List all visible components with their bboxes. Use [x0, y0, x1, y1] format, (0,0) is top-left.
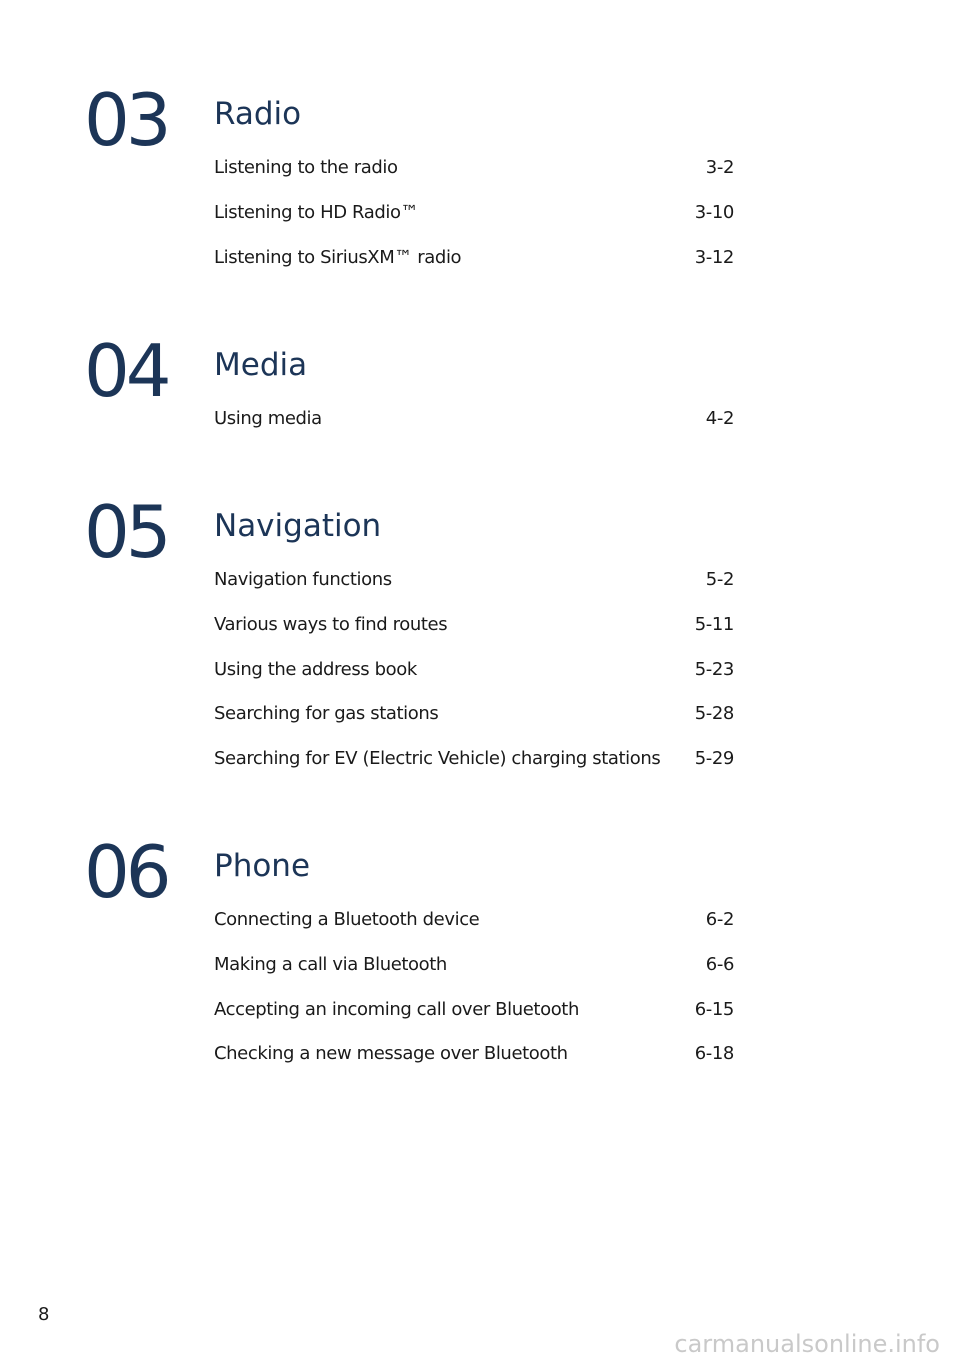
section-title: Phone [214, 848, 311, 884]
toc-entry-page: 6-6 [705, 953, 734, 975]
toc-entry-page: 5-11 [694, 613, 734, 635]
toc-entry-label: Connecting a Bluetooth device [214, 909, 480, 930]
toc-entry-page: 5-23 [694, 658, 734, 680]
toc-entry-page: 6-18 [694, 1043, 734, 1065]
toc-entry[interactable] [214, 407, 734, 452]
toc-entries [214, 568, 734, 792]
toc-entry[interactable] [214, 613, 734, 658]
toc-entry-label: Navigation functions [214, 569, 392, 590]
toc-entries [214, 156, 734, 290]
watermark: carmanualsonline.info [674, 1330, 940, 1358]
toc-entries [214, 908, 734, 1087]
toc-entry-label: Searching for gas stations [214, 703, 439, 725]
toc-entry-label: Listening to HD Radio™ [214, 201, 419, 223]
toc-entry[interactable] [214, 568, 734, 613]
toc-entry-page: 5-29 [694, 748, 734, 770]
section-number: 06 [84, 830, 168, 914]
section-number: 04 [84, 329, 168, 413]
page-number: 8 [38, 1304, 50, 1325]
toc-entry-label: Checking a new message over Bluetooth [214, 1043, 568, 1065]
toc-entry[interactable] [214, 156, 734, 201]
toc-entry-label: Using the address book [214, 658, 417, 680]
section-title: Media [214, 347, 308, 383]
toc-entry[interactable] [214, 953, 734, 998]
toc-entry-page: 6-2 [705, 909, 734, 930]
toc-entry-page: 3-2 [705, 157, 734, 178]
section-title: Radio [214, 96, 302, 132]
toc-entry-label: Listening to the radio [214, 157, 398, 178]
section-number: 03 [84, 78, 168, 162]
toc-entry-label: Various ways to find routes [214, 613, 448, 635]
toc-entry-page: 3-10 [694, 201, 734, 223]
toc-entry[interactable] [214, 702, 734, 747]
toc-entry-page: 3-12 [694, 246, 734, 268]
toc-entry-label: Searching for EV (Electric Vehicle) charging stations [214, 748, 661, 770]
toc-entry-label: Accepting an incoming call over Bluetooth [214, 998, 579, 1020]
toc-entry[interactable] [214, 747, 734, 792]
toc-entry[interactable] [214, 246, 734, 291]
toc-entry-page: 5-28 [694, 703, 734, 725]
toc-entry[interactable] [214, 908, 734, 953]
toc-entry[interactable] [214, 998, 734, 1043]
toc-entry-page: 4-2 [705, 408, 734, 429]
section-title: Navigation [214, 508, 382, 544]
toc-entry-label: Using media [214, 408, 322, 429]
toc-entry[interactable] [214, 201, 734, 246]
toc-entry[interactable] [214, 1042, 734, 1087]
toc-entry[interactable] [214, 658, 734, 703]
toc-entry-label: Making a call via Bluetooth [214, 953, 447, 975]
toc-entry-page: 6-15 [694, 998, 734, 1020]
section-number: 05 [84, 490, 168, 574]
toc-entry-page: 5-2 [705, 569, 734, 590]
toc-entries [214, 407, 734, 452]
toc-entry-label: Listening to SiriusXM™ radio [214, 246, 462, 268]
